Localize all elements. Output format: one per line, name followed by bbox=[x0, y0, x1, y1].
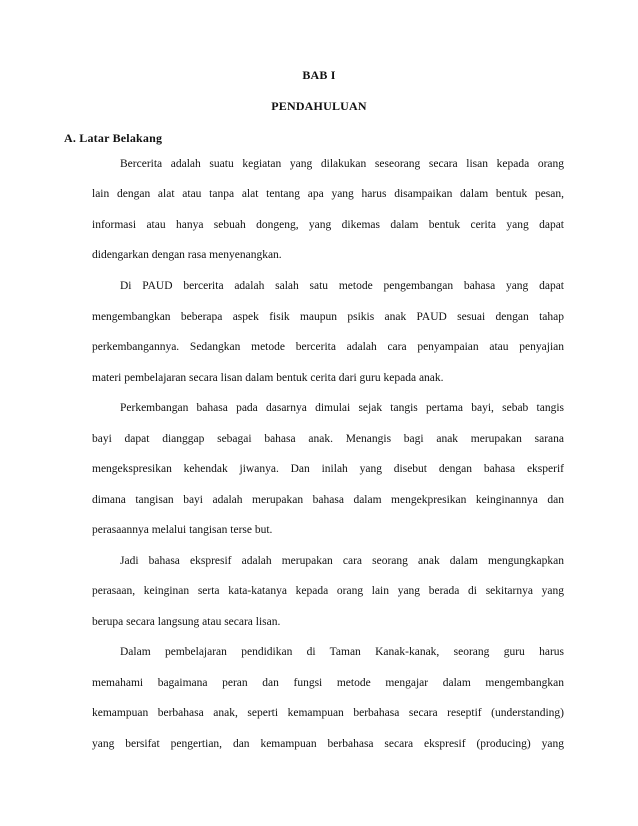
paragraph-2-line-1: Di PAUD bercerita adalah salah satu metode pengembangan bahasa yang dapat bbox=[120, 280, 564, 292]
paragraph-3-line-1: Perkembangan bahasa pada dasarnya dimulai sejak tangis pertama bayi, sebab tangis bbox=[120, 402, 564, 414]
paragraph-5-line-1: Dalam pembelajaran pendidikan di Taman Kanak-kanak, seorang guru harus bbox=[120, 646, 564, 658]
paragraph-3-line-4: dimana tangisan bayi adalah merupakan bahasa dalam mengekpresikan keinginannya dan bbox=[92, 494, 564, 506]
paragraph-2-line-2: mengembangkan beberapa aspek fisik maupun psikis anak PAUD sesuai dengan tahap bbox=[92, 311, 564, 323]
chapter-label: BAB I bbox=[302, 68, 336, 82]
paragraph-5-line-3: kemampuan berbahasa anak, seperti kemampuan berbahasa secara reseptif (understanding) bbox=[92, 707, 564, 719]
paragraph-1-line-2: lain dengan alat atau tanpa alat tentang apa yang harus disampaikan dalam bentuk pesan, bbox=[92, 188, 564, 200]
paragraph-2-line-3: perkembangannya. Sedangkan metode bercerita adalah cara penyampaian atau penyajian bbox=[92, 341, 564, 353]
chapter-title: PENDAHULUAN bbox=[271, 99, 367, 113]
paragraph-2-line-4: materi pembelajaran secara lisan dalam bentuk cerita dari guru kepada anak. bbox=[92, 372, 444, 384]
paragraph-3-line-2: bayi dapat dianggap sebagai bahasa anak. Menangis bagi anak merupakan sarana bbox=[92, 433, 564, 445]
paragraph-3-line-3: mengekspresikan kehendak jiwanya. Dan inilah yang disebut dengan bahasa eksperif bbox=[92, 463, 564, 475]
paragraph-4-line-2: perasaan, keinginan serta kata-katanya kepada orang lain yang berada di sekitarnya yang bbox=[92, 585, 564, 597]
section-heading: A. Latar Belakang bbox=[64, 131, 163, 145]
paragraph-5-line-2: memahami bagaimana peran dan fungsi metode mengajar dalam mengembangkan bbox=[92, 677, 564, 689]
paragraph-1-line-1: Bercerita adalah suatu kegiatan yang dilakukan seseorang secara lisan kepada orang bbox=[120, 158, 564, 170]
paragraph-4-line-3: berupa secara langsung atau secara lisan. bbox=[92, 616, 281, 628]
paragraph-3-line-5: perasaannya melalui tangisan terse but. bbox=[92, 524, 273, 536]
paragraph-5-line-4: yang bersifat pengertian, dan kemampuan berbahasa secara ekspresif (producing) yang bbox=[92, 738, 564, 750]
paragraph-1-line-4: didengarkan dengan rasa menyenangkan. bbox=[92, 249, 282, 261]
paragraph-4-line-1: Jadi bahasa ekspresif adalah merupakan cara seorang anak dalam mengungkapkan bbox=[120, 555, 564, 567]
paragraph-1-line-3: informasi atau hanya sebuah dongeng, yang dikemas dalam bentuk cerita yang dapat bbox=[92, 219, 564, 231]
